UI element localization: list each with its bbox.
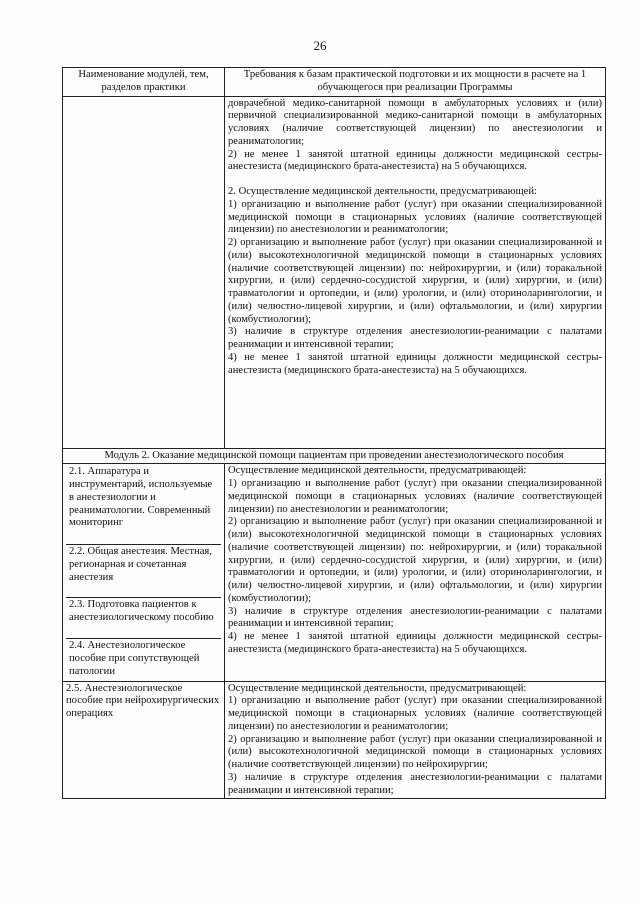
paragraph: 2) не менее 1 занятой штатной единицы должности медицинской сестры-анестезиста (медицинского брата-анестезиста) на 5 обучающихся. xyxy=(228,148,602,173)
paragraph: 1) организацию и выполнение работ (услуг) при оказании специализированной медицинской помощи в стационарных условиях (наличие соответствующей лицензии) по анестезиологии и реаниматологии; xyxy=(228,198,602,236)
paragraph: доврачебной медико-санитарной помощи в амбулаторных условиях и (или) первичной специализированной медико-санитарной помощи в амбулаторных условиях (наличие соответствующей лицензии) по анестезиологии и реаниматологии; xyxy=(228,97,602,147)
row2-requirements xyxy=(225,464,606,681)
paragraph: 4) не менее 1 занятой штатной единицы должности медицинской сестры-анестезиста (медицинского брата-анестезиста) на 5 обучающихся. xyxy=(228,351,602,376)
requirements-table xyxy=(62,67,606,799)
header-modules: Наименование модулей, тем, разделов практики xyxy=(63,68,225,97)
row2-topics xyxy=(63,464,225,681)
paragraph: 2) организацию и выполнение работ (услуг) при оказании специализированной и (или) высокотехнологичной медицинской помощи в стационарных условиях (наличие соответствующей лицензии) по: нейрохирургии, и (или) торакальной хирургии, и (или) сердечно-сосудистой хирургии, и (или) хирургии, и (или) травматологии и ортопедии, и (или) урологии, и (или) оториноларингологии, и (или) челюстно-лицевой хирургии, и (или) офтальмологии, и (или) хирургии (комбустиологии); xyxy=(228,237,602,325)
header-requirements: Требования к базам практической подготовки и их мощности в расчете на 1 обучающегося при реализации Программы xyxy=(225,68,606,97)
topic-2-2: 2.2. Общая анестезия. Местная, регионарная и сочетанная анестезия xyxy=(66,545,221,598)
paragraph: 2) организацию и выполнение работ (услуг) при оказании специализированной и (или) высокотехнологичной медицинской помощи в стационарных условиях (наличие соответствующей лицензии) по нейрохирургии; xyxy=(228,733,602,770)
paragraph: 4) не менее 1 занятой штатной единицы должности медицинской сестры-анестезиста (медицинского брата-анестезиста) на 5 обучающихся. xyxy=(228,631,602,655)
topic-2-4: 2.4. Анестезиологическое пособие при сопутствующей патологии xyxy=(69,640,200,677)
paragraph: 2) организацию и выполнение работ (услуг) при оказании специализированной и (или) высокотехнологичной медицинской помощи в стационарных условиях (наличие соответствующей лицензии) по: нейрохирургии, и (или) торакальной хирургии, и (или) сердечно-сосудистой хирургии, и (или) хирургии, и (или) травматологии и ортопедии, и (или) урологии, и (или) оториноларингологии, и (или) челюстно-лицевой хирургии, и (или) офтальмологии, и (или) хирургии (комбустиологии); xyxy=(228,516,602,604)
topics-list xyxy=(66,465,221,679)
topic-2-1: 2.1. Аппаратура и инструментарий, используемые в анестезиологии и реаниматологии. Современный мониторинг xyxy=(66,465,221,545)
paragraph: Осуществление медицинской деятельности, предусматривающей: xyxy=(228,682,527,694)
table-row xyxy=(63,681,606,799)
module-2-title: Модуль 2. Оказание медицинской помощи пациентам при проведении анестезиологического пособия xyxy=(63,448,606,464)
paragraph: 1) организацию и выполнение работ (услуг) при оказании специализированной медицинской помощи в стационарных условиях (наличие соответствующей лицензии) по анестезиологии и реаниматологии; xyxy=(228,478,602,515)
module-title-row xyxy=(63,448,606,464)
page-number: 26 xyxy=(313,38,327,53)
paragraph: 1) организацию и выполнение работ (услуг) при оказании специализированной медицинской помощи в стационарных условиях (наличие соответствующей лицензии) по анестезиологии и реаниматологии; xyxy=(228,695,602,732)
row3-topic-2-5: 2.5. Анестезиологическое пособие при нейрохирургических операциях xyxy=(63,681,225,799)
topic-2-3: 2.3. Подготовка пациентов к анестезиологическому пособию xyxy=(66,598,221,639)
paragraph: 3) наличие в структуре отделения анестезиологии-реанимации с палатами реанимации и интенсивной терапии; xyxy=(228,771,602,796)
row1-left-cell xyxy=(63,96,225,448)
row3-requirements xyxy=(225,681,606,799)
table-row xyxy=(63,96,606,448)
paragraph: Осуществление медицинской деятельности, предусматривающей: xyxy=(228,465,527,477)
row1-requirements xyxy=(225,96,606,448)
table-row xyxy=(63,464,606,681)
table-header-row xyxy=(63,68,606,97)
paragraph: 3) наличие в структуре отделения анестезиологии-реанимации с палатами реанимации и интенсивной терапии; xyxy=(228,326,602,350)
paragraph: 3) наличие в структуре отделения анестезиологии-реанимации с палатами реанимации и интенсивной терапии; xyxy=(228,605,602,630)
paragraph: 2. Осуществление медицинской деятельности, предусматривающей: xyxy=(228,186,537,197)
